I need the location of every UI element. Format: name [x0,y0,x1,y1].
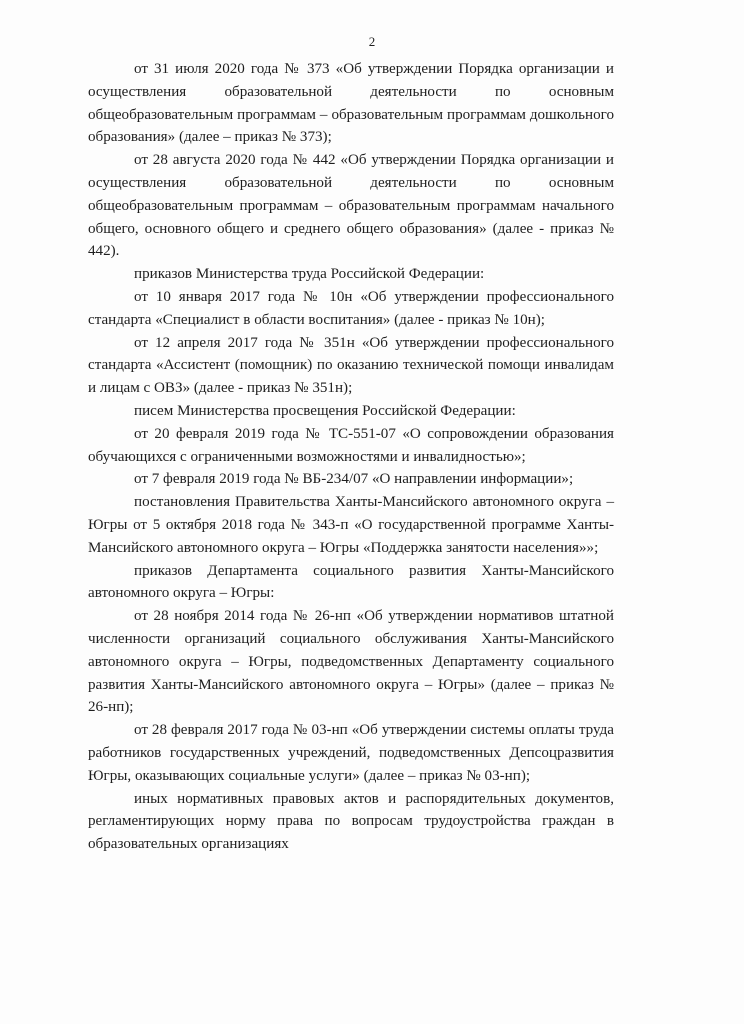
paragraph-order-373: от 31 июля 2020 года № 373 «Об утверждении Порядка организации и осуществления образовательной деятельности по основным общеобразовательным программам – образовательным программам дошкольного образования» (далее – приказ № 373); [88,61,614,146]
paragraph-letter-ts-551-07: от 20 февраля 2019 года № ТС-551-07 «О сопровождении образования обучающихся с ограниченными возможностями и инвалидностью»; [88,425,614,465]
paragraph-order-03np: от 28 февраля 2017 года № 03-нп «Об утверждении системы оплаты труда работников государственных учреждений, подведомственных Депсоцразвития Югры, оказывающих социальные услуги» (далее – приказ № 03-нп); [88,722,614,784]
paragraph-order-442: от 28 августа 2020 года № 442 «Об утверждении Порядка организации и осуществления образовательной деятельности по основным общеобразовательным программам – образовательным программам начального общего, основного общего и среднего общего образования» (далее - приказ № 442). [88,152,614,260]
paragraph-department-heading: приказов Департамента социального развития Ханты-Мансийского автономного округа – Югры: [88,562,614,602]
paragraph-order-10n: от 10 января 2017 года № 10н «Об утверждении профессионального стандарта «Специалист в области воспитания» (далее - приказ № 10н); [88,288,614,328]
paragraph-order-351n: от 12 апреля 2017 года № 351н «Об утверждении профессионального стандарта «Ассистент (помощник) по оказанию технической помощи инвалидам и лицам с ОВЗ» (далее - приказ № 351н); [88,334,614,397]
paragraph-order-26np: от 28 ноября 2014 года № 26-нп «Об утверждении нормативов штатной численности организаций социального обслуживания Ханты-Мансийского автономного округа – Югры, подведомственных Департаменту социального развития Ханты-Мансийского автономного округа – Югры» (далее – приказ № 26-нп); [88,608,614,716]
paragraph-labor-ministry-heading: приказов Министерства труда Российской Федерации: [134,266,485,283]
paragraph-letter-vb-234-07: от 7 февраля 2019 года № ВБ-234/07 «О направлении информации»; [134,471,574,488]
paragraph-education-ministry-heading: писем Министерства просвещения Российской Федерации: [134,402,516,419]
paragraph-resolution-343p: постановления Правительства Ханты-Мансийского автономного округа – Югры от 5 октября 2018 года № 343-п «О государственной программе Ханты-Мансийского автономного округа – Югры «Поддержка занятости населения»»; [88,494,614,556]
document-body [88,58,614,856]
paragraph-other-acts: иных нормативных правовых актов и распорядительных документов, регламентирующих норму права по вопросам трудоустройства граждан в образовательных организациях [88,790,614,853]
page-number: 2 [368,34,376,49]
